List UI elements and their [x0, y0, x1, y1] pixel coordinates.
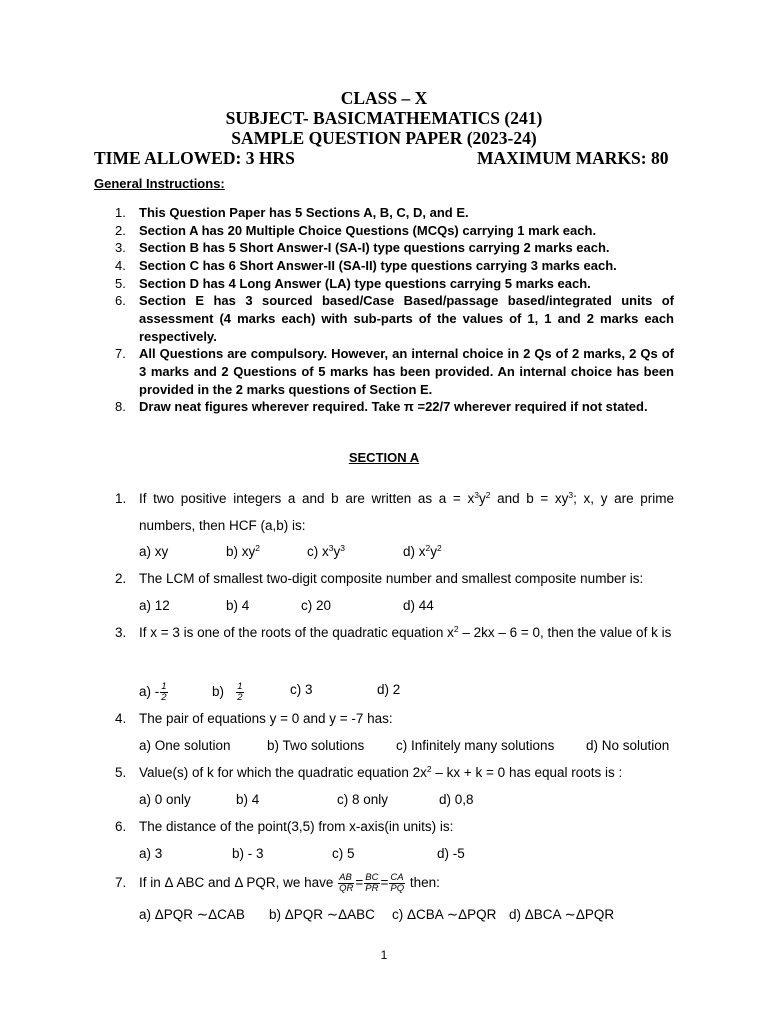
question-text: If in Δ ABC and Δ PQR, we have $\frac{AB}{QR}$ = $\frac{BC}{PR}$ = $\frac{CA}{PQ}$ then:: [139, 871, 440, 894]
question-2: 2. The LCM of smallest two-digit composite number and smallest composite number is:: [0, 566, 768, 593]
option-c: c) $x^3y^3$: [307, 543, 345, 559]
question-7: 7. If in Δ ABC and Δ PQR, we have $\frac{AB}{QR}$ = $\frac{BC}{PR}$ = $\frac{CA}{PQ}$ then:: [0, 870, 768, 897]
option-a: a) xy: [139, 544, 169, 559]
option-a: a) 12: [139, 598, 170, 613]
instruction-item: 5. Section D has 4 Long Answer (LA) type questions carrying 5 marks each.: [115, 275, 591, 291]
option-b: b) ΔPQR ∼ΔABC: [269, 907, 375, 922]
instruction-item: 3. Section B has 5 Short Answer-I (SA-I) type questions carrying 2 marks each.: [115, 240, 610, 256]
time-allowed: TIME ALLOWED: 3 HRS: [94, 148, 295, 168]
section-title: SECTION A: [348, 450, 420, 465]
instruction-item: 8. Draw neat figures wherever required. Take π =22/7 wherever required if not stated.: [115, 399, 648, 415]
option-a: a) One solution: [139, 738, 231, 753]
option-d: d) No solution: [586, 738, 670, 753]
question-5: 5. Value(s) of k for which the quadratic equation $2x^2$ – kx + k = 0 has equal roots is :: [0, 760, 768, 787]
instruction-item: 4. Section C has 6 Short Answer-II (SA-II) type questions carrying 3 marks each.: [115, 258, 617, 274]
subject-heading: SUBJECT- BASICMATHEMATICS (241): [225, 108, 543, 128]
question-text: Value(s) of k for which the quadratic equation $2x^2$ – kx + k = 0 has equal roots is :: [139, 764, 623, 780]
question-4: 4. The pair of equations y = 0 and y = -7 has:: [0, 706, 768, 733]
paper-heading: SAMPLE QUESTION PAPER (2023-24): [231, 128, 537, 148]
option-d: d) 44: [403, 598, 434, 613]
option-c: c) 3: [290, 682, 313, 697]
option-a: a) 3: [139, 846, 163, 861]
option-c: c) 5: [332, 846, 355, 861]
class-heading: CLASS – X: [340, 88, 428, 108]
question-text: If two positive integers a and b are written as $a = x^3y^2$ and $b = xy^3$; x, y are prime numbers, then HCF (a,b) is:: [139, 490, 674, 533]
question-6: 6. The distance of the point(3,5) from x-axis(in units) is:: [0, 814, 768, 841]
option-b: b) 4: [226, 598, 250, 613]
option-c: c) 20: [301, 598, 332, 613]
question-text: The LCM of smallest two-digit composite number and smallest composite number is:: [139, 571, 644, 586]
option-c: c) 8 only: [337, 792, 389, 807]
option-b: b) $\frac{1}{2}$: [212, 681, 243, 703]
option-b: b) 4: [236, 792, 260, 807]
option-d: d) 2: [377, 682, 401, 697]
option-d: d) ΔBCA ∼ΔPQR: [509, 907, 615, 922]
page-number: 1: [380, 948, 388, 962]
option-c: c) Infinitely many solutions: [396, 738, 555, 753]
question-1: 1. If two positive integers a and b are written as $a = x^3y^2$ and $b = xy^3$; x, y are prime numbers, then HCF (a,b) is:: [0, 486, 768, 539]
option-c: c) ΔCBA ∼ΔPQR: [392, 907, 497, 922]
maximum-marks: MAXIMUM MARKS: 80: [477, 148, 669, 168]
instruction-item: 1. This Question Paper has 5 Sections A, B, C, D, and E.: [115, 205, 469, 220]
instruction-item: 7. All Questions are compulsory. However, an internal choice in 2 Qs of 2 marks, 2 Qs of 3 marks and 2 Questions of 5 marks has been provided. An internal choice has been provided in the 2 marks questions of Section E.: [115, 346, 674, 397]
instruction-item: 6. Section E has 3 sourced based/Case Based/passage based/integrated units of assessment (4 marks each) with sub-parts of the values of 1, 1 and 2 marks each respectively.: [115, 293, 674, 344]
instructions-list: [0, 204, 768, 416]
instruction-item: 2. Section A has 20 Multiple Choice Questions (MCQs) carrying 1 mark each.: [115, 222, 597, 238]
option-b: b) $xy^2$: [226, 543, 260, 559]
option-d: d) 0,8: [439, 792, 474, 807]
option-a: a) - $\frac{1}{2}$: [139, 681, 167, 703]
option-b: b) Two solutions: [267, 738, 365, 753]
question-text: The pair of equations y = 0 and y = -7 has:: [139, 711, 393, 726]
option-d: d) -5: [437, 846, 465, 861]
option-a: a) 0 only: [139, 792, 191, 807]
general-instructions-title: General Instructions:: [94, 176, 225, 191]
option-d: d) $x^2y^2$: [403, 543, 442, 559]
option-a: a) ΔPQR ∼ΔCAB: [139, 907, 245, 922]
question-text: The distance of the point(3,5) from x-axis(in units) is:: [139, 819, 454, 834]
question-text: If x = 3 is one of the roots of the quadratic equation $x^2 - 2kx - 6 = 0$, then the value of k is: [139, 624, 672, 640]
question-3: 3. If x = 3 is one of the roots of the quadratic equation $x^2 - 2kx - 6 = 0$, then the value of k is: [0, 620, 768, 647]
option-b: b) - 3: [232, 846, 264, 861]
